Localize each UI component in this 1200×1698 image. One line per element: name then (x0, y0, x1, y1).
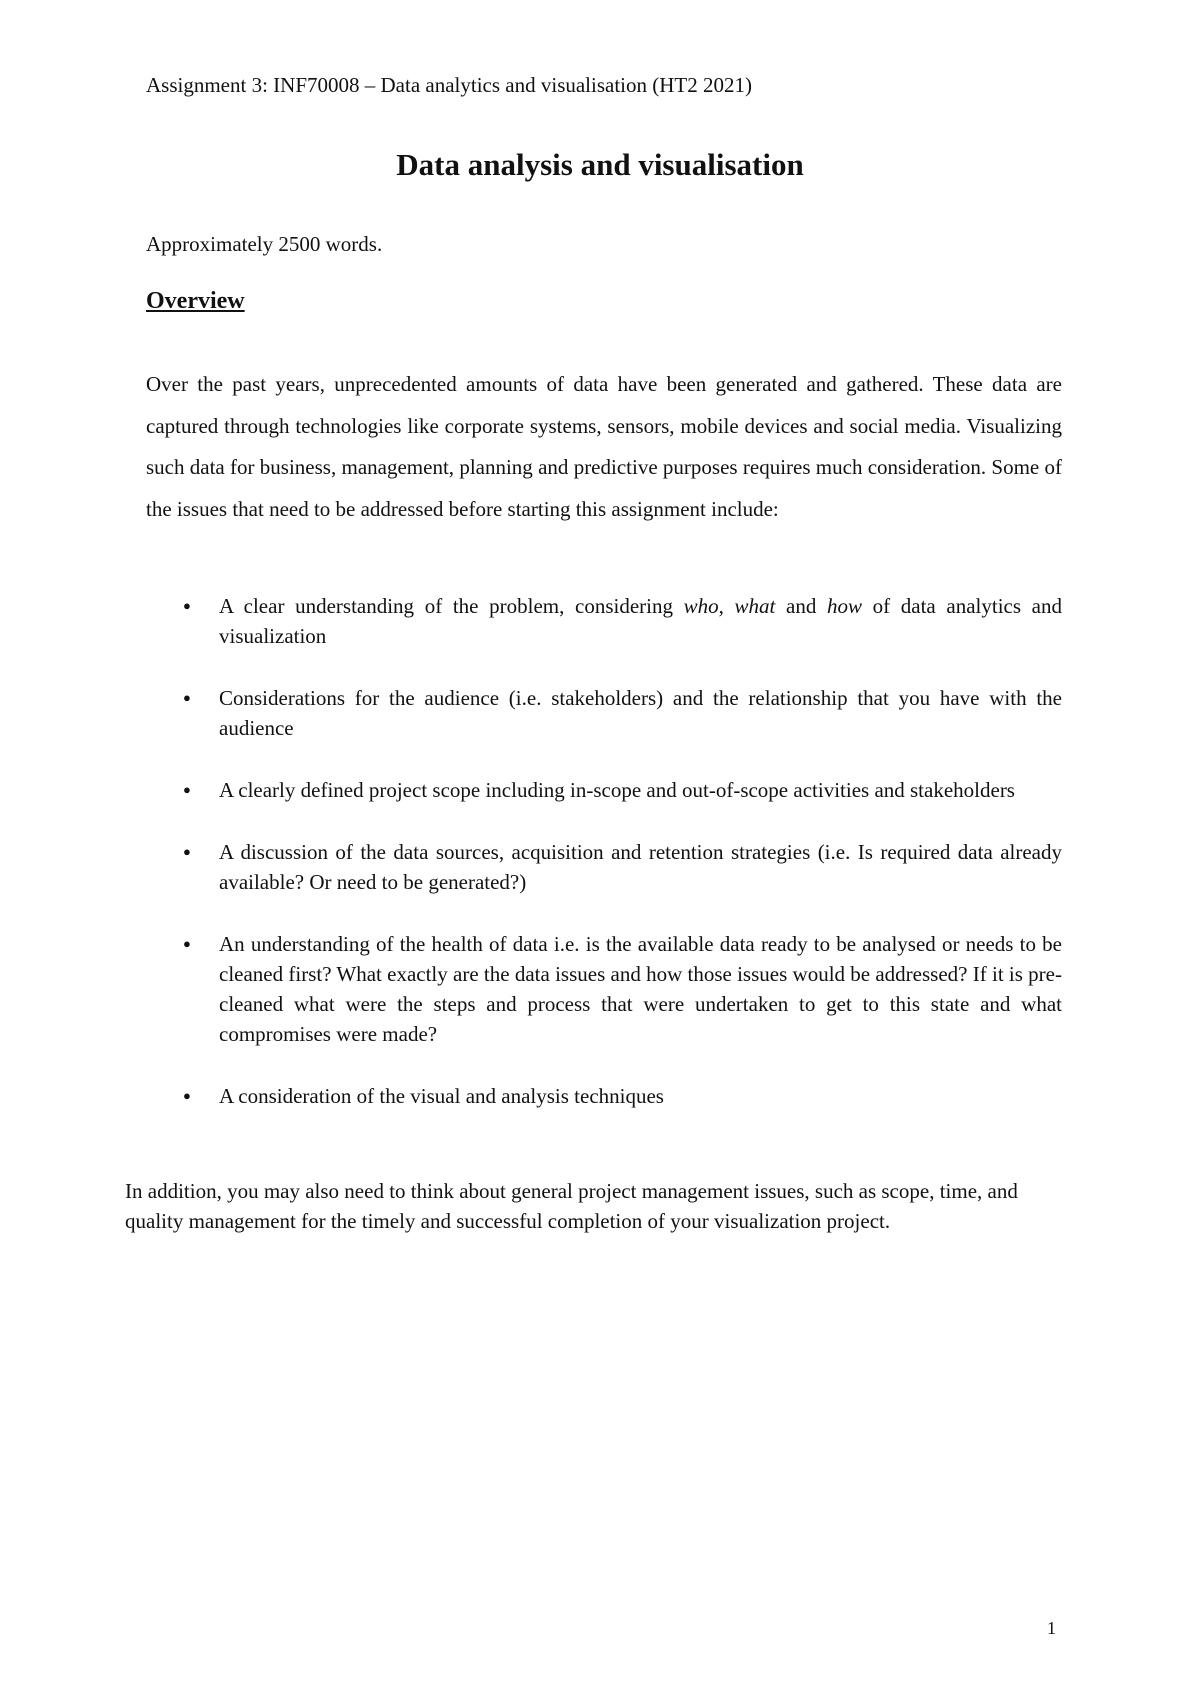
page-number: 1 (1047, 1618, 1056, 1638)
list-item-audience: ● Considerations for the audience (i.e. stakeholders) and the relationship that you have with the audience (146, 683, 1062, 743)
emphasis-who: who (683, 594, 719, 618)
list-item-data-health: ● An understanding of the health of data i.e. is the available data ready to be analysed or needs to be cleaned first? What exactly are the data issues and how those issues would be addressed? If it is pre-cleaned what were the steps and process that were undertaken to get to this state and what compromises were made? (146, 929, 1062, 1049)
page-header: Assignment 3: INF70008 – Data analytics and visualisation (HT2 2021) (146, 73, 752, 97)
bullet-text-part: and (775, 594, 827, 618)
issues-list (146, 591, 1062, 1111)
list-item-data-sources: ● A discussion of the data sources, acquisition and retention strategies (i.e. Is required data already available? Or need to be generated?) (146, 837, 1062, 897)
word-count-note: Approximately 2500 words. (146, 232, 383, 256)
document-title: Data analysis and visualisation (396, 147, 804, 182)
overview-heading: Overview (146, 288, 245, 314)
list-item-visual-techniques: ● A consideration of the visual and analysis techniques (146, 1081, 1062, 1111)
emphasis-how: how (826, 594, 862, 618)
overview-paragraph: Over the past years, unprecedented amounts of data have been generated and gathered. These data are captured through technologies like corporate systems, sensors, mobile devices and social media. Visualizing such data for business, management, planning and predictive purposes requires much consideration. Some of the issues that need to be addressed before starting this assignment include: (146, 372, 1062, 521)
list-item-problem-understanding (146, 591, 1062, 651)
list-item-project-scope: ● A clearly defined project scope including in-scope and out-of-scope activities and stakeholders (146, 775, 1062, 805)
bullet-text-part: A clear understanding of the problem, considering (219, 594, 684, 618)
bullet-text-part: of data analytics and visualization (219, 594, 1062, 648)
bullet-text-part: , (718, 594, 735, 618)
emphasis-what: what (734, 594, 776, 618)
closing-paragraph: In addition, you may also need to think about general project management issues, such as scope, time, and quality management for the timely and successful completion of your visualization project. (125, 1179, 1018, 1233)
